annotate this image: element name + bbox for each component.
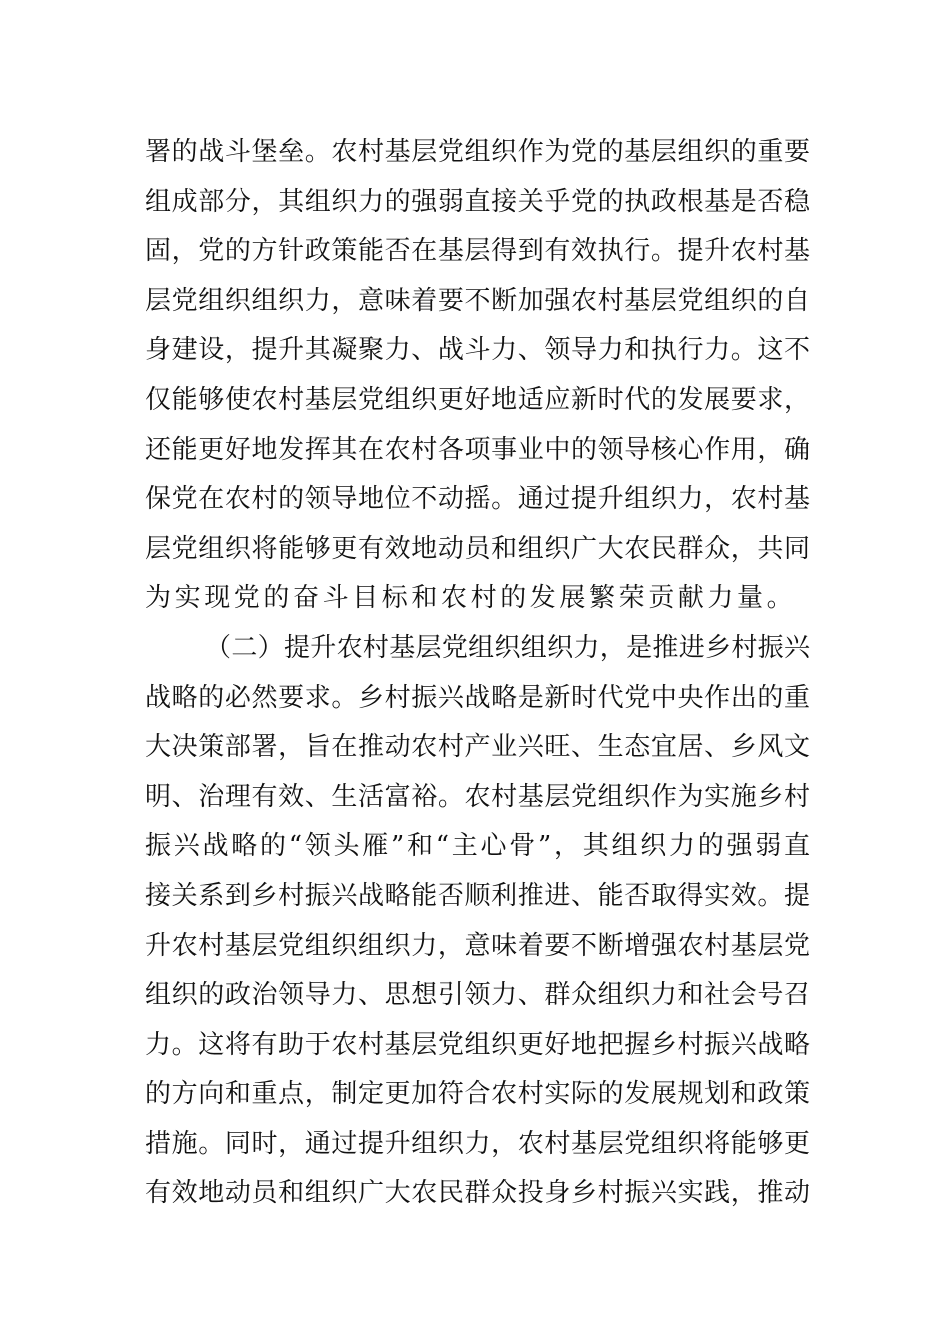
text-line: 升农村基层党组织组织力，意味着要不断增强农村基层党 bbox=[145, 930, 810, 961]
text-line: 战略的必然要求。乡村振兴战略是新时代党中央作出的重 bbox=[145, 682, 810, 713]
text-line: 振兴战略的“领头雁”和“主心骨”，其组织力的强弱直 bbox=[145, 831, 810, 862]
text-line: 明、治理有效、生活富裕。农村基层党组织作为实施乡村 bbox=[145, 781, 810, 812]
paragraph-end-line: 为实现党的奋斗目标和农村的发展繁荣贡献力量。 bbox=[145, 583, 797, 614]
text-line: 力。这将有助于农村基层党组织更好地把握乡村振兴战略 bbox=[145, 1029, 810, 1060]
text-line: 身建设，提升其凝聚力、战斗力、领导力和执行力。这不 bbox=[145, 335, 810, 366]
text-line: 大决策部署，旨在推动农村产业兴旺、生态宜居、乡风文 bbox=[145, 732, 810, 763]
text-line: 还能更好地发挥其在农村各项事业中的领导核心作用，确 bbox=[145, 434, 810, 465]
body-text bbox=[145, 128, 810, 1219]
text-line: 措施。同时，通过提升组织力，农村基层党组织将能够更 bbox=[145, 1128, 810, 1159]
text-line: 组织的政治领导力、思想引领力、群众组织力和社会号召 bbox=[145, 980, 810, 1011]
text-line: 层党组织组织力，意味着要不断加强农村基层党组织的自 bbox=[145, 285, 810, 316]
text-line: 固，党的方针政策能否在基层得到有效执行。提升农村基 bbox=[145, 236, 810, 267]
text-line: 有效地动员和组织广大农民群众投身乡村振兴实践，推动 bbox=[145, 1178, 810, 1209]
section-heading-line: （二）提升农村基层党组织组织力，是推进乡村振兴 bbox=[205, 632, 810, 663]
text-line: 保党在农村的领导地位不动摇。通过提升组织力，农村基 bbox=[145, 484, 810, 515]
text-line: 组成部分，其组织力的强弱直接关乎党的执政根基是否稳 bbox=[145, 186, 810, 217]
text-line: 的方向和重点，制定更加符合农村实际的发展规划和政策 bbox=[145, 1079, 810, 1110]
text-line: 接关系到乡村振兴战略能否顺利推进、能否取得实效。提 bbox=[145, 880, 810, 911]
text-line: 署的战斗堡垒。农村基层党组织作为党的基层组织的重要 bbox=[145, 137, 810, 167]
text-line: 仅能够使农村基层党组织更好地适应新时代的发展要求， bbox=[145, 384, 810, 415]
text-line: 层党组织将能够更有效地动员和组织广大农民群众，共同 bbox=[145, 533, 810, 564]
